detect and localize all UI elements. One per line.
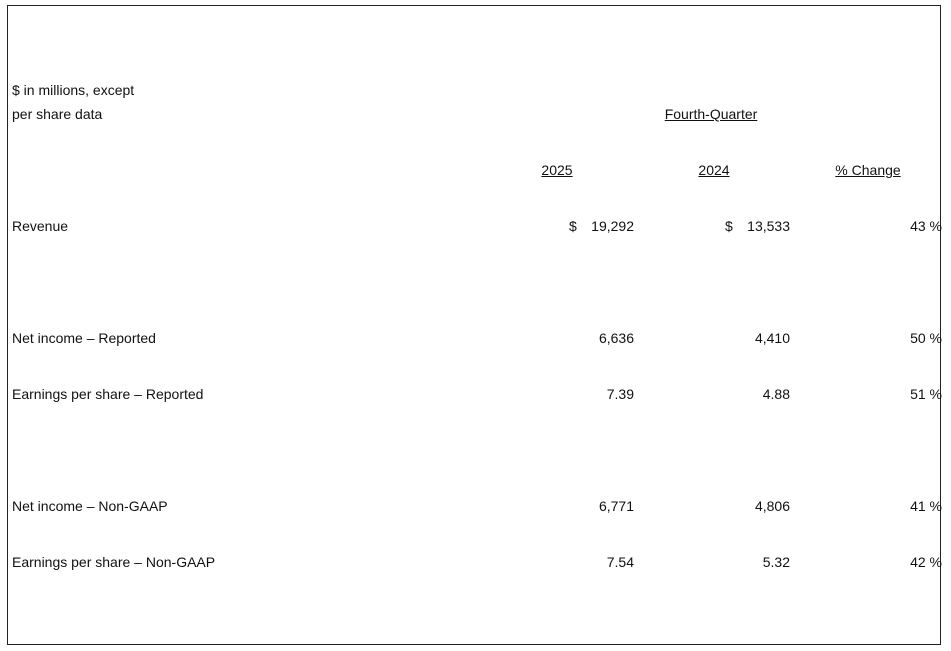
column-header-change: % Change <box>835 162 901 178</box>
net-income-non-gaap-2024: 4,806 <box>754 498 790 514</box>
currency-symbol-2025: $ <box>569 218 577 234</box>
currency-symbol-2024: $ <box>725 218 733 234</box>
eps-reported-2024: 4.88 <box>762 386 790 402</box>
revenue-2025: 19,292 <box>591 218 634 234</box>
net-income-reported-2025: 6,636 <box>598 330 634 346</box>
revenue-2024: 13,533 <box>747 218 790 234</box>
units-label-line1: $ in millions, except <box>12 82 135 98</box>
column-header-2024: 2024 <box>698 162 730 178</box>
period-header: Fourth-Quarter <box>664 106 758 122</box>
net-income-reported-2024: 4,410 <box>754 330 790 346</box>
row-label-eps-non-gaap: Earnings per share – Non-GAAP <box>12 554 216 570</box>
eps-reported-2025: 7.39 <box>606 386 634 402</box>
row-label-revenue: Revenue <box>12 218 69 234</box>
revenue-change: 43 % <box>910 218 942 234</box>
units-label-line2: per share data <box>12 106 103 122</box>
net-income-non-gaap-change: 41 % <box>910 498 942 514</box>
eps-non-gaap-change: 42 % <box>910 554 942 570</box>
row-label-net-income-reported: Net income – Reported <box>12 330 156 346</box>
row-label-net-income-non-gaap: Net income – Non-GAAP <box>12 498 168 514</box>
eps-reported-change: 51 % <box>910 386 942 402</box>
net-income-non-gaap-2025: 6,771 <box>598 498 634 514</box>
net-income-reported-change: 50 % <box>910 330 942 346</box>
eps-non-gaap-2024: 5.32 <box>762 554 790 570</box>
eps-non-gaap-2025: 7.54 <box>606 554 634 570</box>
financial-summary-table <box>7 5 941 645</box>
row-label-eps-reported: Earnings per share – Reported <box>12 386 204 402</box>
column-header-2025: 2025 <box>541 162 573 178</box>
